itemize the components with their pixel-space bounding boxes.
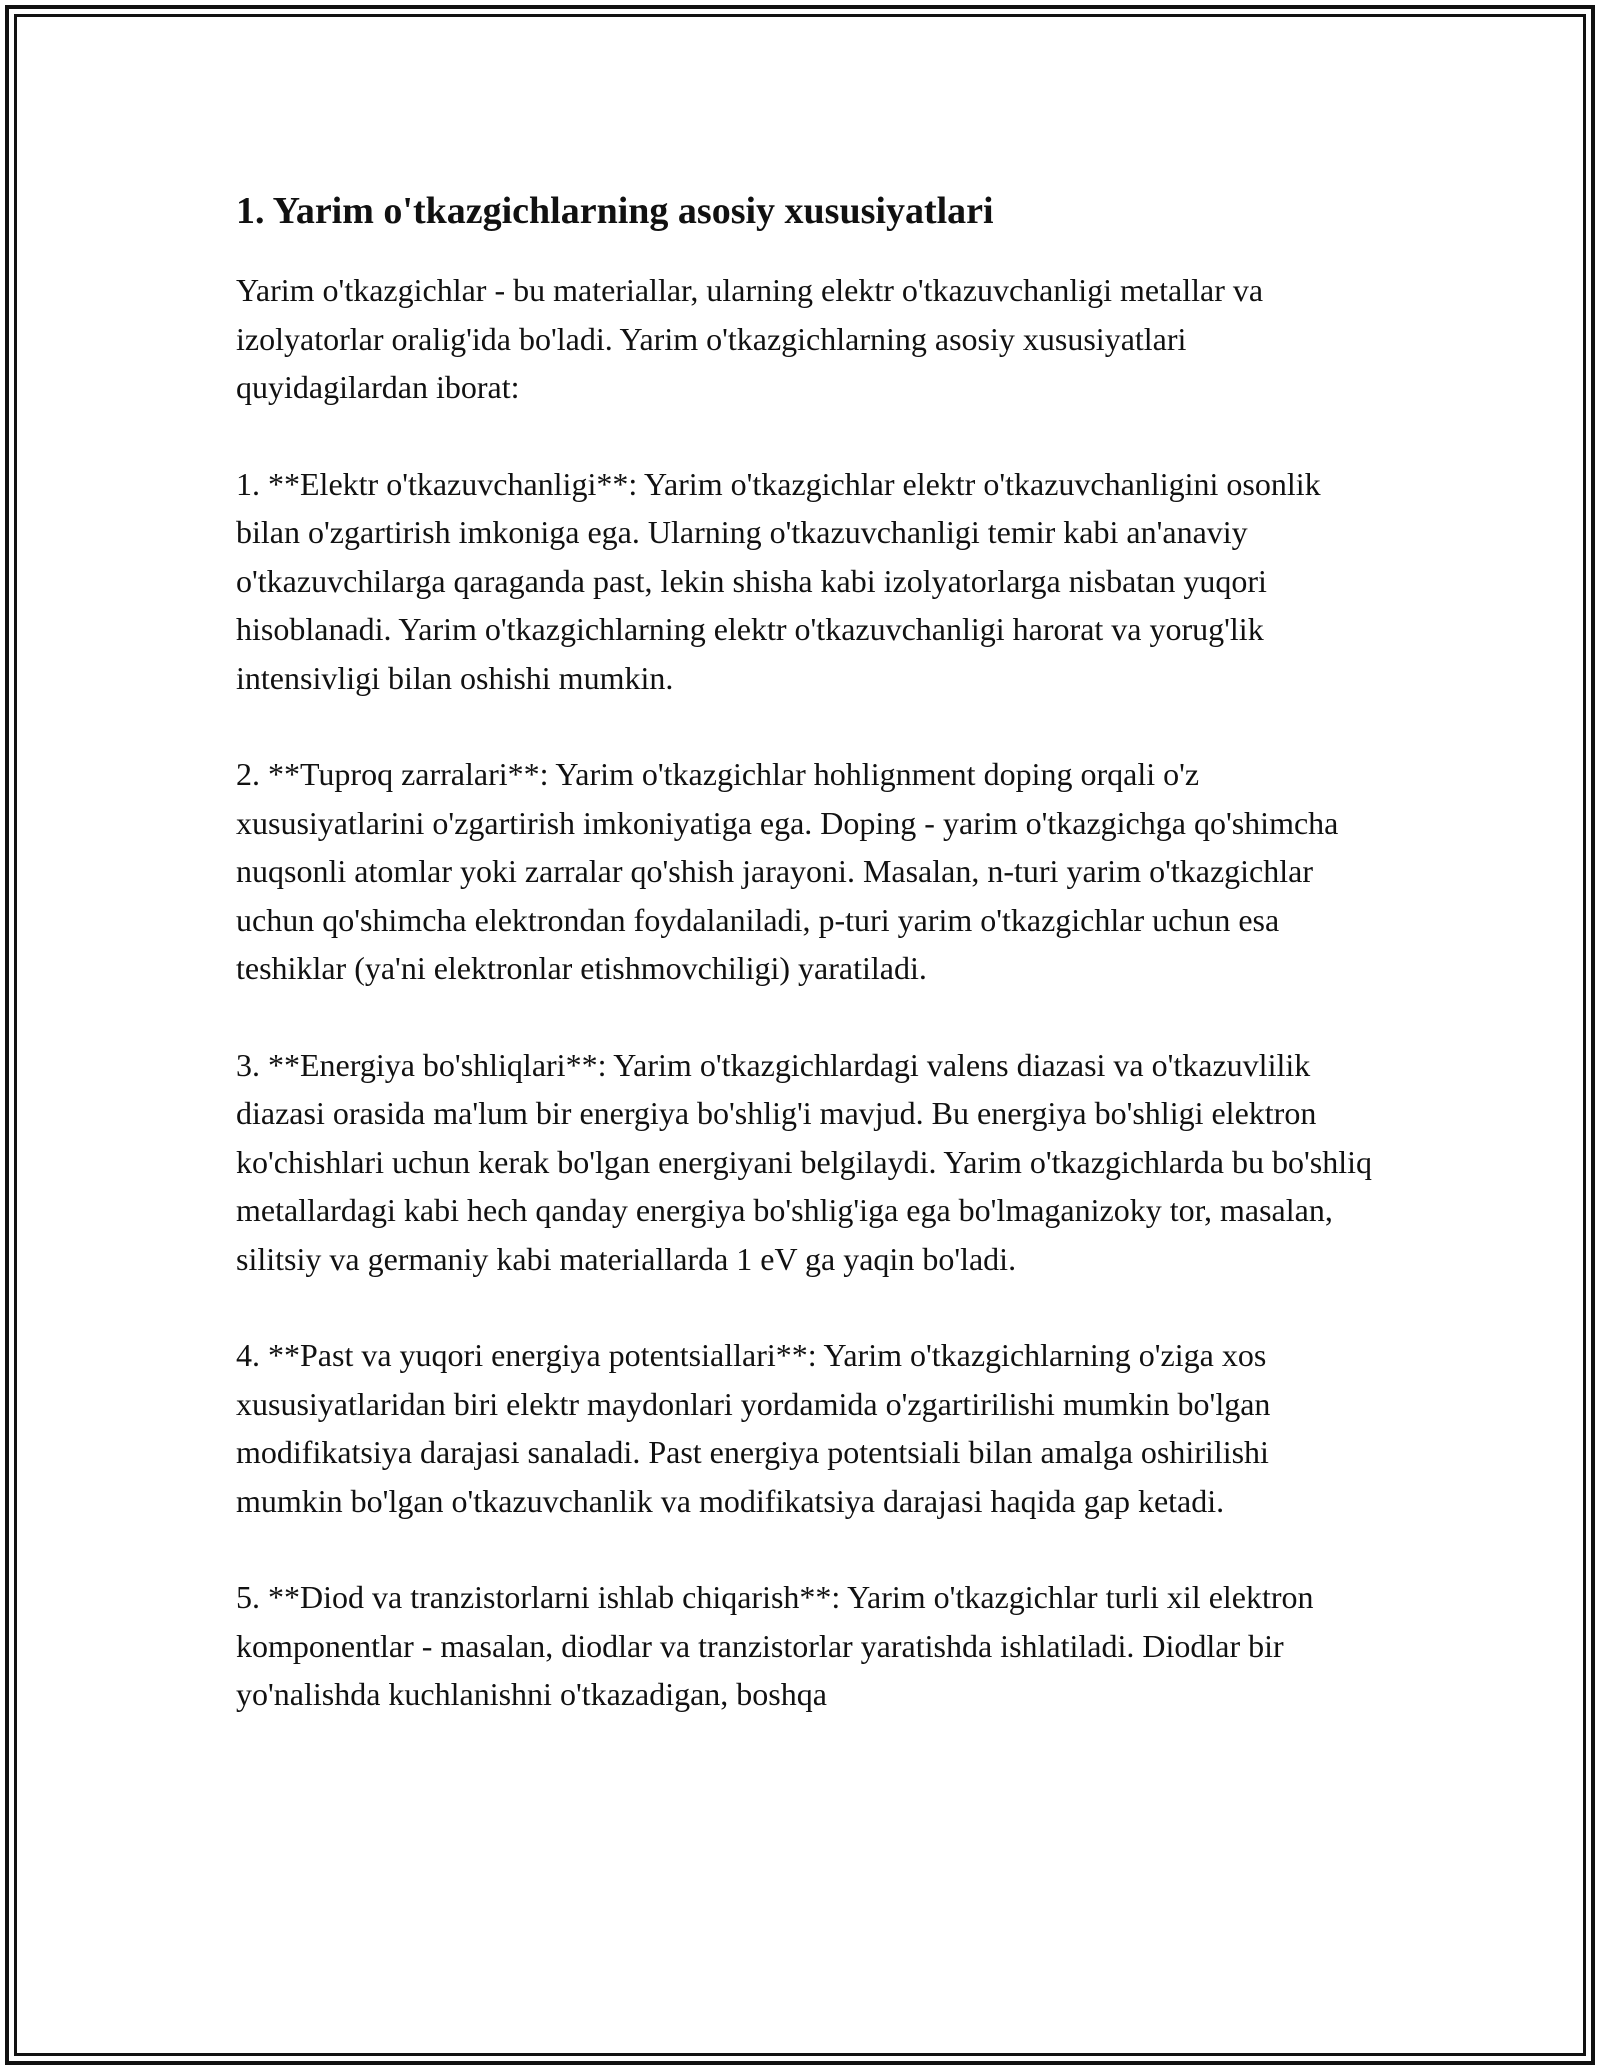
intro-paragraph: Yarim o'tkazgichlar - bu materiallar, ularning elektr o'tkazuvchanligi metallar va izolyatorlar oralig'ida bo'ladi. Yarim o'tkazgichlarning asosiy xususiyatlari quyidagilardan iborat:: [236, 272, 1264, 405]
document-body: [236, 186, 1376, 1767]
paragraph-doping: 2. **Tuproq zarralari**: Yarim o'tkazgichlar hohlignment doping orqali o'z xususiyatlarini o'zgartirish imkoniyatiga ega. Doping - yarim o'tkazgichga qo'shimcha nuqsonli atomlar yoki zarralar qo'shish jarayoni. Masalan, n-turi yarim o'tkazgichlar uchun qo'shimcha elektrondan foydalaniladi, p-turi yarim o'tkazgichlar uchun esa teshiklar (ya'ni elektronlar etishmovchiligi) yaratiladi.: [236, 756, 1339, 986]
paragraph-energy-gaps: 3. **Energiya bo'shliqlari**: Yarim o'tkazgichlardagi valens diazasi va o'tkazuvlilik diazasi orasida ma'lum bir energiya bo'shlig'i mavjud. Bu energiya bo'shligi elektron ko'chishlari uchun kerak bo'lgan energiyani belgilaydi. Yarim o'tkazgichlarda bu bo'shliq metallardagi kabi hech qanday energiya bo'shlig'iga ega bo'lmaganizoky tor, masalan, silitsiy va germaniy kabi materiallarda 1 eV ga yaqin bo'ladi.: [236, 1046, 1372, 1277]
paragraph-energy-potentials: 4. **Past va yuqori energiya potentsiallari**: Yarim o'tkazgichlarning o'ziga xos xususiyatlaridan biri elektr maydonlari yordamida o'zgartirilishi mumkin bo'lgan modifikatsiya darajasi sanaladi. Past energiya potentsiali bilan amalga oshirilishi mumkin bo'lgan o'tkazuvchanlik va modifikatsiya darajasi haqida gap ketadi.: [236, 1337, 1271, 1519]
document-title: 1. Yarim o'tkazgichlarning asosiy xususiyatlari: [236, 190, 994, 232]
paragraph-electrical-conductivity: 1. **Elektr o'tkazuvchanligi**: Yarim o'tkazgichlar elektr o'tkazuvchanligini osonlik bilan o'zgartirish imkoniga ega. Ularning o'tkazuvchanligi temir kabi an'anaviy o'tkazuvchilarga qaraganda past, lekin shisha kabi izolyatorlarga nisbatan yuqori hisoblanadi. Yarim o'tkazgichlarning elektr o'tkazuvchanligi harorat va yorug'lik intensivligi bilan oshishi mumkin.: [236, 465, 1321, 696]
paragraph-diodes-transistors: 5. **Diod va tranzistorlarni ishlab chiqarish**: Yarim o'tkazgichlar turli xil elektron komponentlar - masalan, diodlar va tranzistorlar yaratishda ishlatiladi. Diodlar bir yo'nalishda kuchlanishni o'tkazadigan, boshqa: [236, 1579, 1314, 1712]
